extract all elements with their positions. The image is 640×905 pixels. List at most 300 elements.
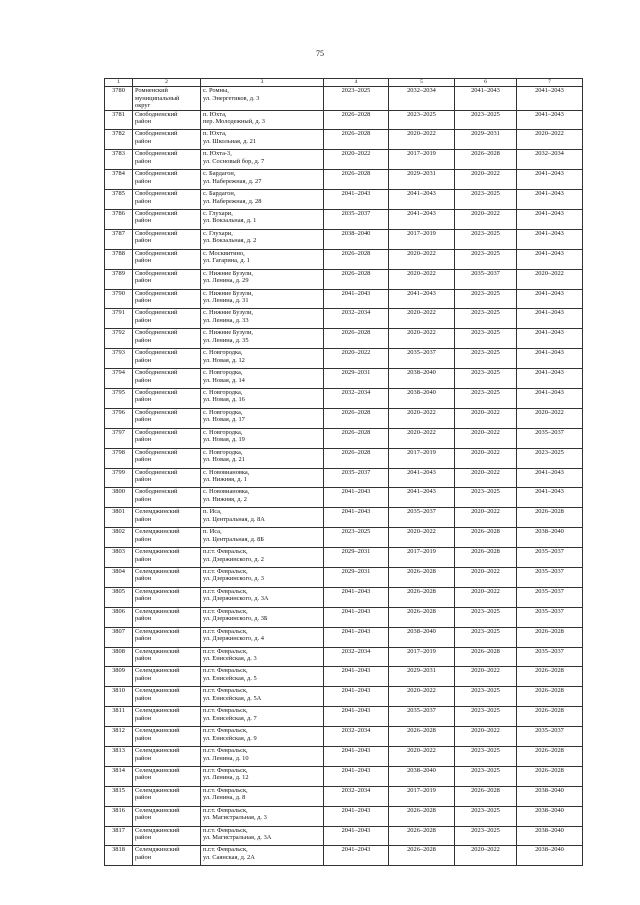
period-col-6: 2023–2025 xyxy=(455,627,517,647)
period-col-4: 2041–2043 xyxy=(324,190,389,210)
district-line: Селемджинский xyxy=(135,627,180,635)
address-cell xyxy=(201,349,324,369)
period-col-6: 2023–2025 xyxy=(455,687,517,707)
district-line: район xyxy=(135,555,152,563)
district-line: район xyxy=(135,416,152,424)
address-line: п.г.т. Февральск, xyxy=(203,826,248,834)
period-col-4: 2026–2028 xyxy=(324,408,389,428)
period-col-4: 2020–2022 xyxy=(324,349,389,369)
row-number: 3808 xyxy=(105,647,133,667)
address-line: п.г.т. Февральск, xyxy=(203,667,248,675)
district-cell xyxy=(133,110,201,130)
table-body xyxy=(105,87,583,866)
period-col-5: 2032–2034 xyxy=(389,87,455,111)
period-col-6: 2026–2028 xyxy=(455,647,517,667)
district-line: район xyxy=(135,137,152,145)
table-row xyxy=(105,488,583,508)
header-col-2: 2 xyxy=(133,79,201,87)
period-col-6: 2020–2022 xyxy=(455,846,517,866)
period-col-4: 2041–2043 xyxy=(324,488,389,508)
period-col-7: 2035–2037 xyxy=(517,727,583,747)
district-line: район xyxy=(135,754,152,762)
row-number: 3806 xyxy=(105,607,133,627)
district-cell xyxy=(133,249,201,269)
district-line: район xyxy=(135,674,152,682)
address-cell xyxy=(201,747,324,767)
page-number: 75 xyxy=(316,49,324,58)
district-line: Свободненский xyxy=(135,329,178,337)
district-line: Селемджинский xyxy=(135,747,180,754)
period-col-6: 2029–2031 xyxy=(455,130,517,150)
address-line: ул. Новая, д. 21 xyxy=(203,456,245,464)
period-col-6: 2023–2025 xyxy=(455,190,517,210)
address-cell xyxy=(201,846,324,866)
header-col-3: 3 xyxy=(201,79,324,87)
address-line: ул. Дзержинского, д. 3А xyxy=(203,595,269,603)
row-number: 3782 xyxy=(105,130,133,150)
row-number: 3810 xyxy=(105,687,133,707)
period-col-7: 2038–2040 xyxy=(517,846,583,866)
period-col-6: 2020–2022 xyxy=(455,587,517,607)
district-cell xyxy=(133,826,201,846)
address-line: ул. Вокзальная, д. 2 xyxy=(203,237,257,245)
district-cell xyxy=(133,667,201,687)
period-col-7: 2035–2037 xyxy=(517,607,583,627)
address-line: с. Нововиановка, xyxy=(203,468,250,476)
address-line: п.г.т. Февральск, xyxy=(203,747,248,754)
address-line: ул. Енисейская, д. 7 xyxy=(203,714,257,722)
district-line: район xyxy=(135,615,152,623)
table-row xyxy=(105,269,583,289)
district-cell xyxy=(133,786,201,806)
period-col-6: 2020–2022 xyxy=(455,448,517,468)
period-col-5: 2026–2028 xyxy=(389,727,455,747)
address-line: ул. Дзержинского, д. 3 xyxy=(203,575,264,583)
address-line: с. Глухари, xyxy=(203,209,233,217)
district-line: район xyxy=(135,694,152,702)
period-col-6: 2023–2025 xyxy=(455,826,517,846)
period-col-5: 2041–2043 xyxy=(389,289,455,309)
address-line: п.г.т. Февральск, xyxy=(203,786,248,794)
period-col-4: 2041–2043 xyxy=(324,707,389,727)
address-line: с. Новгородка, xyxy=(203,408,243,416)
period-col-7: 2041–2043 xyxy=(517,289,583,309)
district-line: Свободненский xyxy=(135,369,178,377)
district-line: район xyxy=(135,734,152,742)
table-row xyxy=(105,567,583,587)
period-col-6: 2023–2025 xyxy=(455,388,517,408)
district-line: Селемджинский xyxy=(135,687,180,695)
row-number: 3790 xyxy=(105,289,133,309)
period-col-5: 2038–2040 xyxy=(389,369,455,389)
period-col-6: 2020–2022 xyxy=(455,209,517,229)
period-col-4: 2041–2043 xyxy=(324,766,389,786)
header-row xyxy=(105,79,583,87)
period-col-7: 2041–2043 xyxy=(517,309,583,329)
district-line: район xyxy=(135,853,152,861)
district-line: Свободненский xyxy=(135,229,178,237)
period-col-4: 2029–2031 xyxy=(324,369,389,389)
row-number: 3784 xyxy=(105,170,133,190)
period-col-5: 2020–2022 xyxy=(389,130,455,150)
district-cell xyxy=(133,508,201,528)
period-col-6: 2023–2025 xyxy=(455,329,517,349)
table-row xyxy=(105,150,583,170)
period-col-7: 2041–2043 xyxy=(517,190,583,210)
period-col-7: 2026–2028 xyxy=(517,747,583,767)
period-col-6: 2020–2022 xyxy=(455,667,517,687)
address-cell xyxy=(201,587,324,607)
row-number: 3809 xyxy=(105,667,133,687)
row-number: 3795 xyxy=(105,388,133,408)
address-line: с. Новгородка, xyxy=(203,388,243,396)
district-cell xyxy=(133,289,201,309)
address-cell xyxy=(201,607,324,627)
address-line: с. Новгородка, xyxy=(203,428,243,436)
address-line: ул. Новая, д. 16 xyxy=(203,396,245,404)
period-col-7: 2041–2043 xyxy=(517,170,583,190)
period-col-7: 2041–2043 xyxy=(517,388,583,408)
row-number: 3804 xyxy=(105,567,133,587)
district-line: Свободненский xyxy=(135,468,178,476)
row-number: 3781 xyxy=(105,110,133,130)
period-col-7: 2035–2037 xyxy=(517,647,583,667)
table-row xyxy=(105,110,583,130)
address-cell xyxy=(201,468,324,488)
row-number: 3789 xyxy=(105,269,133,289)
period-col-6: 2023–2025 xyxy=(455,309,517,329)
address-line: п.г.т. Февральск, xyxy=(203,766,248,774)
table-row xyxy=(105,727,583,747)
table-row xyxy=(105,388,583,408)
period-col-6: 2023–2025 xyxy=(455,369,517,389)
period-col-6: 2023–2025 xyxy=(455,747,517,767)
period-col-5: 2038–2040 xyxy=(389,627,455,647)
table-row xyxy=(105,130,583,150)
period-col-5: 2041–2043 xyxy=(389,190,455,210)
district-line: район xyxy=(135,277,152,285)
period-col-7: 2038–2040 xyxy=(517,786,583,806)
address-cell xyxy=(201,269,324,289)
period-col-7: 2038–2040 xyxy=(517,528,583,548)
address-line: ул. Магистральная, д. 3 xyxy=(203,814,267,822)
row-number: 3805 xyxy=(105,587,133,607)
period-col-5: 2038–2040 xyxy=(389,388,455,408)
period-col-4: 2026–2028 xyxy=(324,249,389,269)
address-line: ул. Магистральная, д. 3А xyxy=(203,834,272,842)
period-col-7: 2041–2043 xyxy=(517,488,583,508)
district-line: район xyxy=(135,237,152,245)
address-line: с. Бардагон, xyxy=(203,170,236,178)
period-col-6: 2035–2037 xyxy=(455,269,517,289)
period-col-4: 2038–2040 xyxy=(324,229,389,249)
address-line: п. Юхта, xyxy=(203,110,227,118)
address-cell xyxy=(201,687,324,707)
period-col-5: 2026–2028 xyxy=(389,806,455,826)
table-row xyxy=(105,468,583,488)
period-col-4: 2029–2031 xyxy=(324,548,389,568)
period-col-4: 2026–2028 xyxy=(324,428,389,448)
address-line: с. Ромны, xyxy=(203,87,229,94)
district-line: район xyxy=(135,595,152,603)
table-row xyxy=(105,508,583,528)
district-cell xyxy=(133,150,201,170)
district-cell xyxy=(133,468,201,488)
district-cell xyxy=(133,229,201,249)
header-col-7: 7 xyxy=(517,79,583,87)
address-line: ул. Ленина, д. 33 xyxy=(203,316,249,324)
table-row xyxy=(105,607,583,627)
period-col-5: 2023–2025 xyxy=(389,110,455,130)
address-line: ул. Енисейская, д. 5 xyxy=(203,674,257,682)
table-row xyxy=(105,209,583,229)
district-line: Свободненский xyxy=(135,349,178,357)
address-line: ул. Ленина, д. 31 xyxy=(203,297,249,305)
address-line: ул. Нижняя, д. 1 xyxy=(203,476,247,484)
district-line: Свободненский xyxy=(135,130,178,138)
district-line: Свободненский xyxy=(135,388,178,396)
period-col-5: 2020–2022 xyxy=(389,528,455,548)
period-col-4: 2032–2034 xyxy=(324,388,389,408)
address-line: ул. Дзержинского, д. 4 xyxy=(203,635,264,643)
address-cell xyxy=(201,209,324,229)
address-cell xyxy=(201,488,324,508)
district-line: район xyxy=(135,356,152,364)
address-line: ул. Ленина, д. 29 xyxy=(203,277,249,285)
address-line: ул. Нижняя, д. 2 xyxy=(203,495,247,503)
period-col-5: 2035–2037 xyxy=(389,349,455,369)
district-line: Селемджинский xyxy=(135,508,180,516)
district-line: район xyxy=(135,197,152,205)
district-line: район xyxy=(135,575,152,583)
period-col-7: 2020–2022 xyxy=(517,130,583,150)
district-cell xyxy=(133,428,201,448)
period-col-4: 2041–2043 xyxy=(324,667,389,687)
period-col-7: 2041–2043 xyxy=(517,369,583,389)
period-col-7: 2041–2043 xyxy=(517,249,583,269)
district-line: Селемджинский xyxy=(135,707,180,715)
period-col-7: 2035–2037 xyxy=(517,587,583,607)
address-line: ул. Новая, д. 14 xyxy=(203,376,245,384)
district-line: район xyxy=(135,774,152,782)
address-line: ул. Школьная, д. 21 xyxy=(203,137,256,145)
period-col-6: 2023–2025 xyxy=(455,249,517,269)
district-line: Свободненский xyxy=(135,110,178,118)
period-col-6: 2020–2022 xyxy=(455,567,517,587)
district-line: Свободненский xyxy=(135,170,178,178)
period-col-4: 2041–2043 xyxy=(324,607,389,627)
district-line: Селемджинский xyxy=(135,528,180,536)
table-row xyxy=(105,627,583,647)
table-row xyxy=(105,229,583,249)
period-col-5: 2026–2028 xyxy=(389,607,455,627)
period-col-5: 2029–2031 xyxy=(389,667,455,687)
table-row xyxy=(105,806,583,826)
district-cell xyxy=(133,528,201,548)
table-row xyxy=(105,329,583,349)
district-cell xyxy=(133,388,201,408)
district-line: район xyxy=(135,714,152,722)
address-cell xyxy=(201,329,324,349)
address-cell xyxy=(201,289,324,309)
period-col-5: 2017–2019 xyxy=(389,150,455,170)
district-line: район xyxy=(135,515,152,523)
address-line: с. Новгородка, xyxy=(203,349,243,357)
row-number: 3792 xyxy=(105,329,133,349)
period-col-7: 2035–2037 xyxy=(517,567,583,587)
district-line: Селемджинский xyxy=(135,647,180,655)
period-col-7: 2020–2022 xyxy=(517,408,583,428)
row-number: 3798 xyxy=(105,448,133,468)
address-line: п.г.т. Февральск, xyxy=(203,548,248,556)
row-number: 3803 xyxy=(105,548,133,568)
address-line: п.г.т. Февральск, xyxy=(203,727,248,735)
district-line: Ромненский xyxy=(135,87,168,94)
district-line: район xyxy=(135,814,152,822)
period-col-6: 2041–2043 xyxy=(455,87,517,111)
header-col-1: 1 xyxy=(105,79,133,87)
table-row xyxy=(105,408,583,428)
address-cell xyxy=(201,647,324,667)
address-line: ул. Дзержинского, д. 3Б xyxy=(203,615,268,623)
address-line: п. Юхта-3, xyxy=(203,150,232,158)
period-col-7: 2032–2034 xyxy=(517,150,583,170)
period-col-4: 2026–2028 xyxy=(324,448,389,468)
period-col-7: 2041–2043 xyxy=(517,87,583,111)
district-cell xyxy=(133,329,201,349)
district-cell xyxy=(133,846,201,866)
period-col-6: 2020–2022 xyxy=(455,170,517,190)
row-number: 3807 xyxy=(105,627,133,647)
address-line: п.г.т. Февральск, xyxy=(203,806,248,814)
address-cell xyxy=(201,309,324,329)
period-col-5: 2026–2028 xyxy=(389,587,455,607)
district-line: район xyxy=(135,834,152,842)
district-line: район xyxy=(135,436,152,444)
district-line: район xyxy=(135,476,152,484)
period-col-4: 2023–2025 xyxy=(324,87,389,111)
table-row xyxy=(105,87,583,111)
period-col-5: 2026–2028 xyxy=(389,846,455,866)
address-line: ул. Саянская, д. 2А xyxy=(203,853,255,861)
period-col-5: 2041–2043 xyxy=(389,468,455,488)
period-col-5: 2020–2022 xyxy=(389,747,455,767)
address-line: с. Москвитино, xyxy=(203,249,245,257)
district-line: район xyxy=(135,655,152,663)
row-number: 3794 xyxy=(105,369,133,389)
period-col-5: 2041–2043 xyxy=(389,209,455,229)
address-line: ул. Гагарина, д. 1 xyxy=(203,257,250,265)
district-line: Селемджинский xyxy=(135,587,180,595)
address-line: п.г.т. Февральск, xyxy=(203,567,248,575)
district-cell xyxy=(133,369,201,389)
table-row xyxy=(105,349,583,369)
district-cell xyxy=(133,766,201,786)
period-col-4: 2041–2043 xyxy=(324,508,389,528)
address-line: п. Иса, xyxy=(203,528,222,536)
period-col-4: 2032–2034 xyxy=(324,727,389,747)
address-line: ул. Набережная, д. 27 xyxy=(203,177,262,185)
row-number: 3811 xyxy=(105,707,133,727)
district-line: район xyxy=(135,376,152,384)
table-row xyxy=(105,766,583,786)
row-number: 3812 xyxy=(105,727,133,747)
district-cell xyxy=(133,87,201,111)
address-cell xyxy=(201,249,324,269)
address-line: ул. Ленина, д. 10 xyxy=(203,754,249,762)
row-number: 3800 xyxy=(105,488,133,508)
address-line: с. Нижние Бузули, xyxy=(203,329,253,337)
district-cell xyxy=(133,488,201,508)
table-row xyxy=(105,309,583,329)
period-col-6: 2023–2025 xyxy=(455,766,517,786)
table-row xyxy=(105,846,583,866)
period-col-7: 2023–2025 xyxy=(517,448,583,468)
period-col-7: 2041–2043 xyxy=(517,110,583,130)
period-col-4: 2041–2043 xyxy=(324,627,389,647)
period-col-5: 2020–2022 xyxy=(389,269,455,289)
address-cell xyxy=(201,567,324,587)
period-col-5: 2020–2022 xyxy=(389,329,455,349)
period-col-7: 2041–2043 xyxy=(517,229,583,249)
address-line: ул. Новая, д. 19 xyxy=(203,436,245,444)
period-col-7: 2020–2022 xyxy=(517,269,583,289)
district-cell xyxy=(133,567,201,587)
period-col-4: 2026–2028 xyxy=(324,110,389,130)
address-line: п.г.т. Февральск, xyxy=(203,587,248,595)
row-number: 3780 xyxy=(105,87,133,111)
district-line: Селемджинский xyxy=(135,846,180,854)
address-line: ул. Центральная, д. 8А xyxy=(203,515,265,523)
district-line: район xyxy=(135,535,152,543)
period-col-6: 2023–2025 xyxy=(455,110,517,130)
row-number: 3787 xyxy=(105,229,133,249)
district-line: район xyxy=(135,794,152,802)
period-col-6: 2023–2025 xyxy=(455,349,517,369)
district-cell xyxy=(133,269,201,289)
period-col-4: 2041–2043 xyxy=(324,747,389,767)
address-cell xyxy=(201,667,324,687)
period-col-4: 2026–2028 xyxy=(324,170,389,190)
address-cell xyxy=(201,229,324,249)
district-cell xyxy=(133,170,201,190)
period-col-4: 2032–2034 xyxy=(324,309,389,329)
district-line: Свободненский xyxy=(135,150,178,158)
row-number: 3801 xyxy=(105,508,133,528)
district-line: Селемджинский xyxy=(135,806,180,814)
period-col-4: 2041–2043 xyxy=(324,289,389,309)
address-cell xyxy=(201,548,324,568)
address-line: ул. Дзержинского, д. 2 xyxy=(203,555,264,563)
district-line: Свободненский xyxy=(135,249,178,257)
address-cell xyxy=(201,388,324,408)
address-cell xyxy=(201,408,324,428)
address-line: п.г.т. Февральск, xyxy=(203,846,248,854)
address-line: ул. Центральная, д. 8Б xyxy=(203,535,264,543)
row-number: 3796 xyxy=(105,408,133,428)
period-col-5: 2020–2022 xyxy=(389,249,455,269)
district-line: Селемджинский xyxy=(135,766,180,774)
district-cell xyxy=(133,130,201,150)
district-line: район xyxy=(135,495,152,503)
period-col-5: 2026–2028 xyxy=(389,826,455,846)
period-col-7: 2041–2043 xyxy=(517,468,583,488)
period-col-6: 2026–2028 xyxy=(455,150,517,170)
table-row xyxy=(105,826,583,846)
address-line: п. Юхта, xyxy=(203,130,227,138)
address-cell xyxy=(201,508,324,528)
row-number: 3802 xyxy=(105,528,133,548)
